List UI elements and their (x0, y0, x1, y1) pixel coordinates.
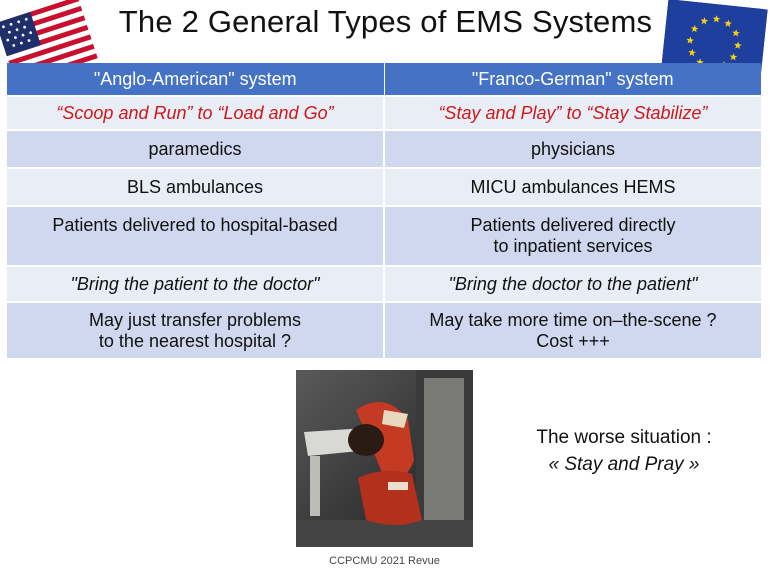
table-row (7, 130, 761, 168)
staff-anglo: paramedics (7, 130, 384, 168)
quote-line-2: « Stay and Pray » (548, 454, 700, 475)
vehicles-franco: MICU ambulances HEMS (384, 168, 761, 206)
delivery-franco-line-2: to inpatient services (493, 236, 653, 256)
philosophy-franco: “Stay and Play” to “Stay Stabilize” (384, 96, 761, 130)
staff-franco: physicians (384, 130, 761, 168)
comparison-table (7, 63, 761, 358)
delivery-franco (384, 206, 761, 266)
drawback-franco (384, 302, 761, 358)
motto-franco: "Bring the doctor to the patient" (384, 266, 761, 302)
table-row (7, 266, 761, 302)
header-anglo-american: "Anglo-American" system (7, 63, 384, 96)
philosophy-anglo: “Scoop and Run” to “Load and Go” (7, 96, 384, 130)
motto-anglo: "Bring the patient to the doctor" (7, 266, 384, 302)
table-row (7, 302, 761, 358)
delivery-anglo (7, 206, 384, 266)
photo-credit: CCPCMU 2021 Revue (329, 555, 440, 567)
praying-person-photo (296, 370, 473, 547)
slide-title: The 2 General Types of EMS Systems (118, 4, 653, 39)
quote-line-1: The worse situation : (536, 427, 712, 448)
drawback-franco-line-2: Cost +++ (536, 330, 610, 351)
table-row (7, 96, 761, 130)
delivery-anglo-line-1: Patients delivered to hospital-based (52, 214, 338, 235)
table-row (7, 168, 761, 206)
vehicles-anglo: BLS ambulances (7, 168, 384, 206)
photo-illustration (296, 370, 473, 547)
drawback-franco-line-1: May take more time on–the-scene ? (429, 309, 717, 330)
drawback-anglo-line-2: to the nearest hospital ? (98, 330, 292, 351)
delivery-franco-line-1: Patients delivered directly (470, 215, 676, 235)
header-franco-german: "Franco-German" system (384, 63, 761, 96)
drawback-anglo-line-1: May just transfer problems (88, 309, 302, 330)
table-row (7, 206, 761, 266)
worse-situation-quote (510, 424, 738, 478)
drawback-anglo (7, 302, 384, 358)
